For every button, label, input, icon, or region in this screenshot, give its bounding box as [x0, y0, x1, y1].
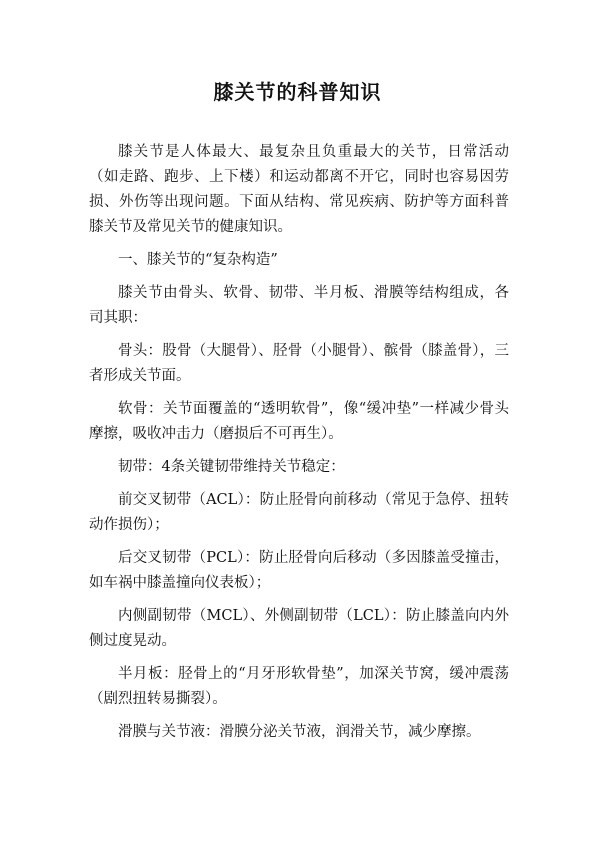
document-title: 膝关节的科普知识 — [213, 80, 382, 104]
paragraph: 后交叉韧带（PCL）：防止胫骨向后移动（多因膝盖受撞击，如车祸中膝盖撞向仪表板）； — [89, 550, 509, 591]
paragraph: 软骨：关节面覆盖的“透明软骨”，像“缓冲垫”一样减少骨头摩擦，吸收冲击力（磨损后不可再生）。 — [89, 401, 509, 442]
paragraph: 骨头：股骨（大腿骨）、胫骨（小腿骨）、髌骨（膝盖骨），三者形成关节面。 — [89, 343, 509, 384]
paragraph: 半月板：胫骨上的“月牙形软骨垫”，加深关节窝，缓冲震荡（剧烈扭转易撕裂）。 — [89, 666, 509, 707]
intro-paragraph: 膝关节是人体最大、最复杂且负重最大的关节，日常活动（如走路、跑步、上下楼）和运动都离不开它，同时也容易因劳损、外伤等出现问题。下面从结构、常见疾病、防护等方面科普膝关节及常见关节的健康知识。 — [89, 144, 509, 235]
paragraph: 膝关节由骨头、软骨、韧带、半月板、滑膜等结构组成，各司其职： — [89, 285, 509, 326]
paragraph: 内侧副韧带（MCL）、外侧副韧带（LCL）：防止膝盖向内外侧过度晃动。 — [89, 608, 509, 649]
paragraph: 滑膜与关节液：滑膜分泌关节液，润滑关节，减少摩擦。 — [118, 724, 481, 740]
section-heading: 一、膝关节的“复杂构造” — [118, 252, 278, 268]
paragraph: 韧带：4条关键韧带维持关节稳定： — [118, 459, 345, 475]
paragraph: 前交叉韧带（ACL）：防止胫骨向前移动（常见于急停、扭转动作损伤）； — [89, 492, 509, 533]
document-body — [89, 140, 509, 753]
